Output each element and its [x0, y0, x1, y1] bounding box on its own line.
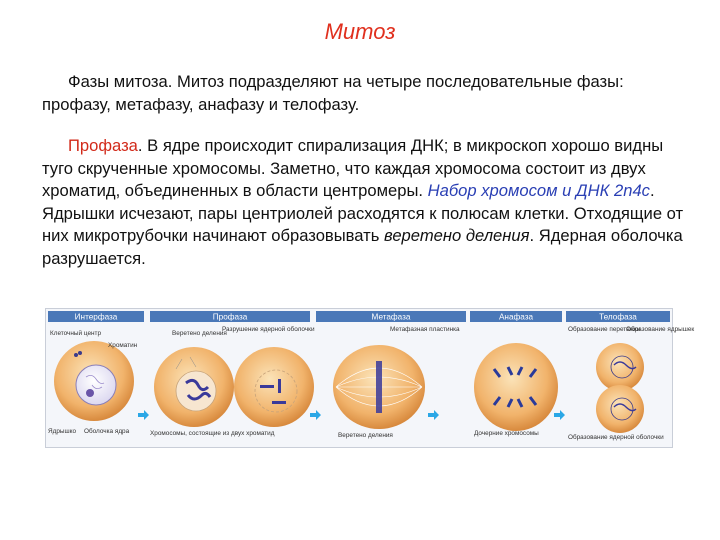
prophase-paragraph [42, 135, 687, 270]
prophase-text-3: . Ядерная оболочка разрушается. [42, 226, 683, 268]
metaphase-cell [333, 345, 425, 429]
phase-label-anaphase: Анафаза [498, 312, 534, 322]
phase-label-telophase: Телофаза [599, 312, 637, 322]
mitosis-illustration [46, 309, 695, 447]
phase-label-prophase: Профаза [212, 312, 248, 322]
label-spindle-metaphase: Веретено деления [338, 432, 393, 439]
prophase-cell-1 [154, 347, 234, 427]
label-nucleolus-forming: Образование ядрышек [626, 326, 695, 333]
telophase-cell [596, 343, 644, 433]
label-chromatin: Хроматин [108, 342, 138, 349]
prophase-cell-2 [234, 347, 314, 427]
mitosis-phases-figure [45, 308, 695, 448]
phase-label-interphase: Интерфаза [74, 312, 118, 322]
prophase-term: Профаза [68, 136, 138, 155]
prophase-text-1: . В ядре происходит спирализация ДНК; в микроскоп хорошо видны туго скрученные хромосомы. Заметно, что каждая хромосома состоит из двух хроматид, объединенных в области центромеры. [42, 136, 664, 200]
label-spindle-prophase: Веретено деления [172, 330, 227, 337]
label-nucleolus: Ядрышко [48, 428, 77, 435]
intro-paragraph [42, 71, 687, 116]
label-daughter-chromosomes: Дочерние хромосомы [474, 430, 539, 437]
chromosome-set-formula: Набор хромосом и ДНК 2n4c [427, 181, 650, 200]
label-two-chromatids: Хромосомы, состоящие из двух хроматид [150, 430, 275, 437]
interphase-cell [54, 341, 134, 421]
phase-label-metaphase: Метафаза [371, 312, 411, 322]
label-metaphase-plate: Метафазная пластинка [390, 326, 460, 333]
anaphase-cell [474, 343, 558, 431]
label-envelope-breakdown: Разрушение ядерной оболочки [222, 326, 315, 333]
spindle-term: веретено деления [384, 226, 530, 245]
prophase-text-2: . Ядрышки исчезают, пары центриолей расходятся к полюсам клетки. Отходящие от них микротрубочки начинают образовывать [42, 181, 684, 245]
page-title: Митоз [324, 19, 396, 44]
label-constriction: Образование перетяжки [568, 326, 641, 333]
phase-headers [48, 311, 670, 322]
label-nuclear-envelope: Оболочка ядра [84, 428, 130, 435]
label-cell-centre: Клеточный центр [50, 330, 102, 337]
intro-text: Фазы митоза. Митоз подразделяют на четыре последовательные фазы: профазу, метафазу, анафазу и телофазу. [42, 72, 624, 114]
label-envelope-forming: Образование ядерной оболочки [568, 434, 664, 441]
